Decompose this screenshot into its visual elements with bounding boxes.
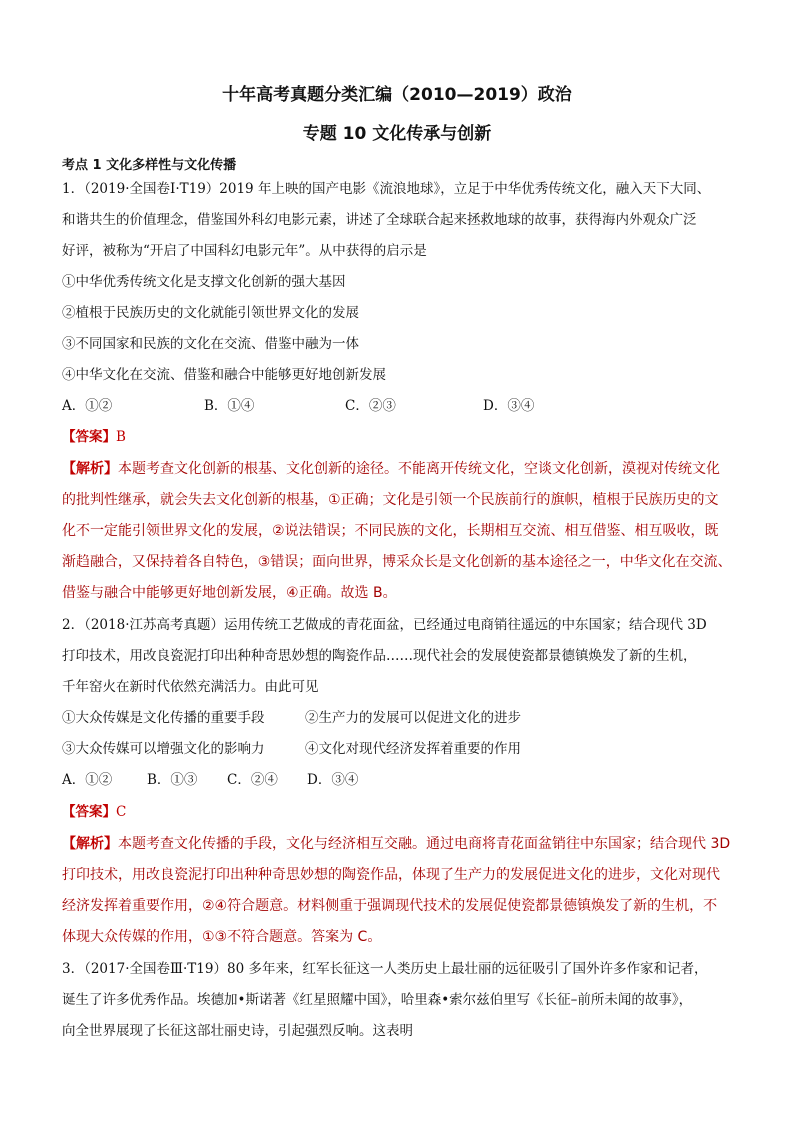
document-subtitle: 专题 10 文化传承与创新 [302, 124, 492, 144]
explanation-label: 【解析】 [62, 836, 118, 852]
q1-stem-line: 和谐共生的价值理念，借鉴国外科幻电影元素，讲述了全球联合起来拯救地球的故事，获得海内外观众广泛 [62, 212, 697, 228]
q2-item: ②生产力的发展可以促进文化的进步 [305, 710, 521, 726]
q3-stem-line: 向全世界展现了长征这部壮丽史诗，引起强烈反响。这表明 [62, 1023, 413, 1039]
q1-answer [62, 428, 126, 446]
q3-stem-line: 3．（2017·全国卷Ⅲ·T19）80 多年来，红军长征这一人类历史上最壮丽的远征吸引了国外许多作家和记者， [62, 961, 708, 977]
q1-option-d: D．③④ [483, 398, 535, 414]
q2-option-b: B．①③ [147, 772, 198, 788]
q2-explanation-line: 体现大众传媒的作用，①③不符合题意。答案为 C。 [62, 929, 382, 945]
q1-explanation-line: 化不一定能引领世界文化的发展，②说法错误；不同民族的文化，长期相互交流、相互借鉴、相互吸收，既 [62, 523, 719, 539]
q2-stem-line: 千年窑火在新时代依然充满活力。由此可见 [62, 679, 319, 695]
q2-stem-line: 打印技术，用改良瓷泥打印出种种奇思妙想的陶瓷作品……现代社会的发展使瓷都景德镇焕发了新的生机， [62, 648, 697, 664]
q2-option-d: D．③④ [307, 772, 359, 788]
q2-explanation-line: 打印技术，用改良瓷泥打印出种种奇思妙想的陶瓷作品，体现了生产力的发展促进文化的进步，文化对现代 [62, 867, 720, 883]
q1-explanation-line: 【解析】本题考查文化创新的根基、文化创新的途径。不能离开传统文化，空谈文化创新，漠视对传统文化 [62, 461, 720, 477]
q1-item: ③不同国家和民族的文化在交流、借鉴中融为一体 [62, 336, 359, 352]
q1-stem-line: 好评，被称为“开启了中国科幻电影元年”。从中获得的启示是 [62, 243, 427, 259]
q2-item: ③大众传媒可以增强文化的影响力 [62, 741, 265, 757]
q1-item: ②植根于民族历史的文化就能引领世界文化的发展 [62, 305, 359, 321]
answer-value: B [116, 429, 126, 445]
q1-item: ①中华优秀传统文化是支撑文化创新的强大基因 [62, 274, 346, 290]
q2-stem-line: 2．（2018·江苏高考真题）运用传统工艺做成的青花面盆，已经通过电商销往遥远的中东国家；结合现代 3D [62, 617, 707, 633]
q2-item: ④文化对现代经济发挥着重要的作用 [305, 741, 521, 757]
q1-item: ④中华文化在交流、借鉴和融合中能够更好地创新发展 [62, 367, 386, 383]
q1-explanation-line: 的批判性继承，就会失去文化创新的根基，①正确；文化是引领一个民族前行的旗帜，植根于民族历史的文 [62, 492, 719, 508]
q1-option-b: B．①④ [204, 398, 255, 414]
q1-explanation-line: 借鉴与融合中能够更好地创新发展，④正确。故选 B。 [62, 585, 397, 601]
explanation-label: 【解析】 [62, 461, 118, 477]
answer-label: 【答案】 [62, 804, 116, 820]
answer-value: C [116, 804, 127, 820]
answer-label: 【答案】 [62, 429, 116, 445]
q2-answer [62, 803, 126, 821]
q1-stem-line: 1．（2019·全国卷Ⅰ·T19）2019 年上映的国产电影《流浪地球》，立足于中华优秀传统文化，融入天下大同、 [62, 181, 711, 197]
q2-option-a: A．①② [62, 772, 113, 788]
q1-explanation-line: 渐趋融合，又保持着各自特色，③错误；面向世界，博采众长是文化创新的基本途径之一，中华文化在交流、 [62, 554, 732, 570]
q1-option-c: C．②③ [345, 398, 396, 414]
document-title: 十年高考真题分类汇编（2010—2019）政治 [222, 85, 572, 105]
q3-stem-line: 诞生了许多优秀作品。埃德加•斯诺著《红星照耀中国》，哈里森•索尔兹伯里写《长征–前所未闻的故事》， [62, 992, 693, 1008]
q2-option-c: C．②④ [227, 772, 278, 788]
q2-item: ①大众传媒是文化传播的重要手段 [62, 710, 265, 726]
q2-explanation-line: 经济发挥着重要作用，②④符合题意。材料侧重于强调现代技术的发展促使瓷都景德镇焕发了新的生机，不 [62, 898, 718, 914]
q2-explanation-line: 【解析】本题考查文化传播的手段，文化与经济相互交融。通过电商将青花面盆销往中东国家；结合现代 3D [62, 836, 731, 852]
q1-option-a: A．①② [62, 398, 113, 414]
section-heading: 考点 1 文化多样性与文化传播 [62, 158, 237, 173]
